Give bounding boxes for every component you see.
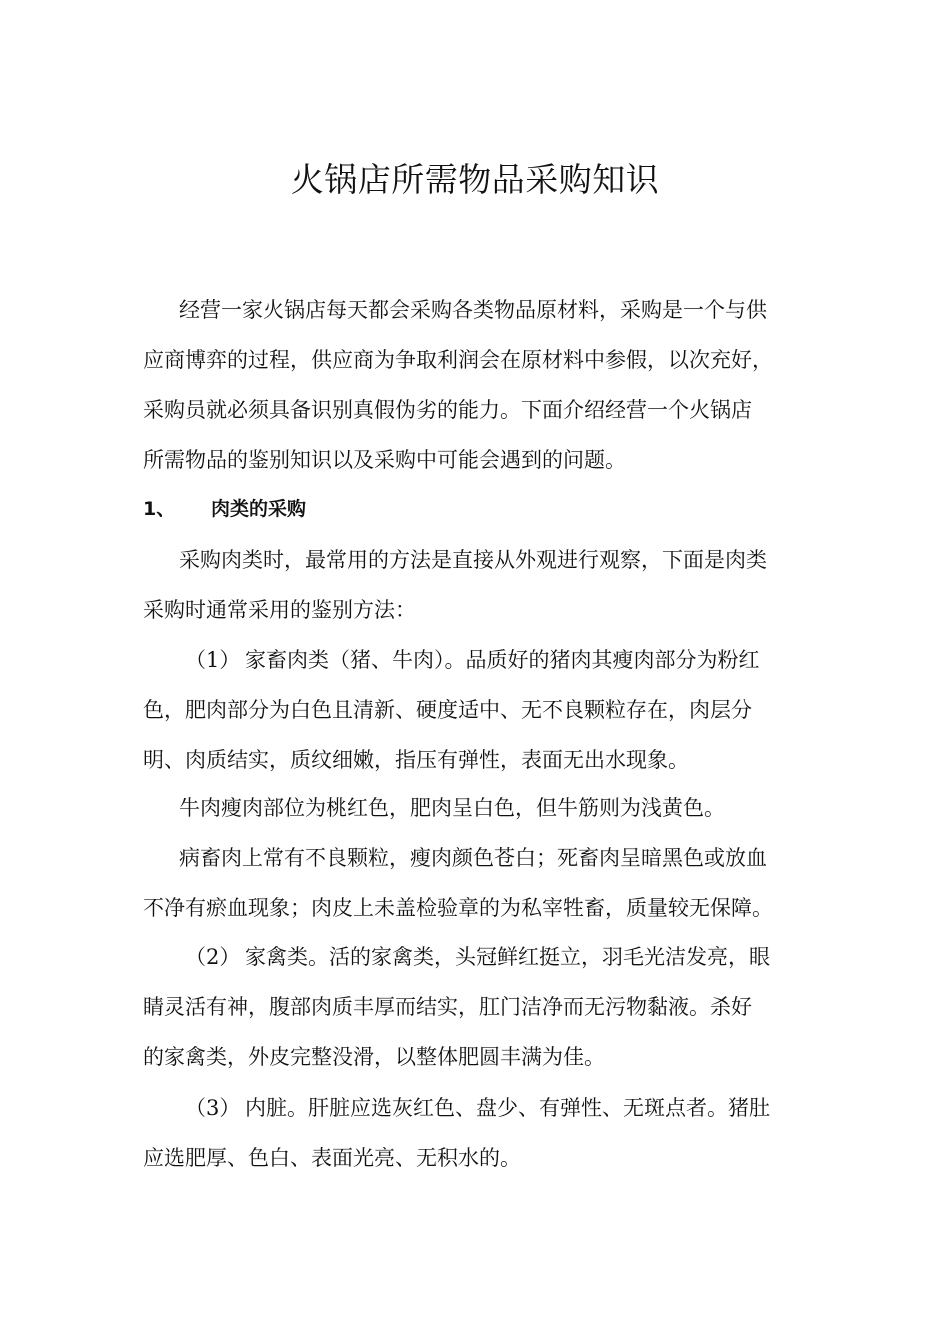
item1-first-line <box>143 635 833 685</box>
item3-marker: （3） <box>185 1096 241 1120</box>
item1-line: 明、肉质结实，质纹细嫩，指压有弹性，表面无出水现象。 <box>143 748 689 772</box>
document-title: 火锅店所需物品采购知识 <box>290 160 660 199</box>
section-title: 肉类的采购 <box>211 498 307 520</box>
item2-line: 的家禽类，外皮完整没滑，以整体肥圆丰满为佳。 <box>143 1045 605 1069</box>
section-intro-line: 采购肉类时，最常用的方法是直接从外观进行观察，下面是肉类 <box>179 548 767 572</box>
section-heading <box>143 487 306 531</box>
intro-paragraph <box>143 285 833 485</box>
sick-meat-paragraph <box>143 833 833 933</box>
item1-first-text: 家畜肉类（猪、牛肉）。品质好的猪肉其瘦肉部分为粉红 <box>245 648 760 672</box>
item3-first-line <box>143 1083 833 1133</box>
intro-line: 采购员就必须具备识别真假伪劣的能力。下面介绍经营一个火锅店 <box>143 398 752 422</box>
beef-line: 牛肉瘦肉部位为桃红色，肥肉呈白色，但牛筋则为浅黄色。 <box>179 796 725 820</box>
item1-marker: （1） <box>185 648 241 672</box>
item3-line: 应选肥厚、色白、表面光亮、无积水的。 <box>143 1146 521 1170</box>
sick-meat-line: 病畜肉上常有不良颗粒，瘦肉颜色苍白；死畜肉呈暗黑色或放血 <box>179 846 767 870</box>
section-number: 1、 <box>143 498 176 520</box>
item1-line: 色，肥肉部分为白色且清新、硬度适中、无不良颗粒存在，肉层分 <box>143 698 752 722</box>
beef-paragraph <box>143 783 833 833</box>
item2-line: 睛灵活有神，腹部肉质丰厚而结实，肛门洁净而无污物黏液。杀好 <box>143 995 752 1019</box>
item3-paragraph <box>143 1083 833 1183</box>
section-intro-line: 采购时通常采用的鉴别方法： <box>143 598 416 622</box>
item2-first-text: 家禽类。活的家禽类，头冠鲜红挺立，羽毛光洁发亮，眼 <box>245 945 770 969</box>
item1-paragraph <box>143 635 833 785</box>
item2-paragraph <box>143 932 833 1082</box>
item2-marker: （2） <box>185 945 241 969</box>
intro-line: 经营一家火锅店每天都会采购各类物品原材料，采购是一个与供 <box>179 298 767 322</box>
sick-meat-line: 不净有瘀血现象；肉皮上未盖检验章的为私宰牲畜，质量较无保障。 <box>143 896 773 920</box>
section-intro-paragraph <box>143 535 833 635</box>
item2-first-line <box>143 932 833 982</box>
intro-line: 应商博弈的过程，供应商为争取利润会在原材料中参假，以次充好， <box>143 348 773 372</box>
intro-line: 所需物品的鉴别知识以及采购中可能会遇到的问题。 <box>143 448 626 472</box>
item3-first-text: 内脏。肝脏应选灰红色、盘少、有弹性、无斑点者。猪肚 <box>245 1096 770 1120</box>
